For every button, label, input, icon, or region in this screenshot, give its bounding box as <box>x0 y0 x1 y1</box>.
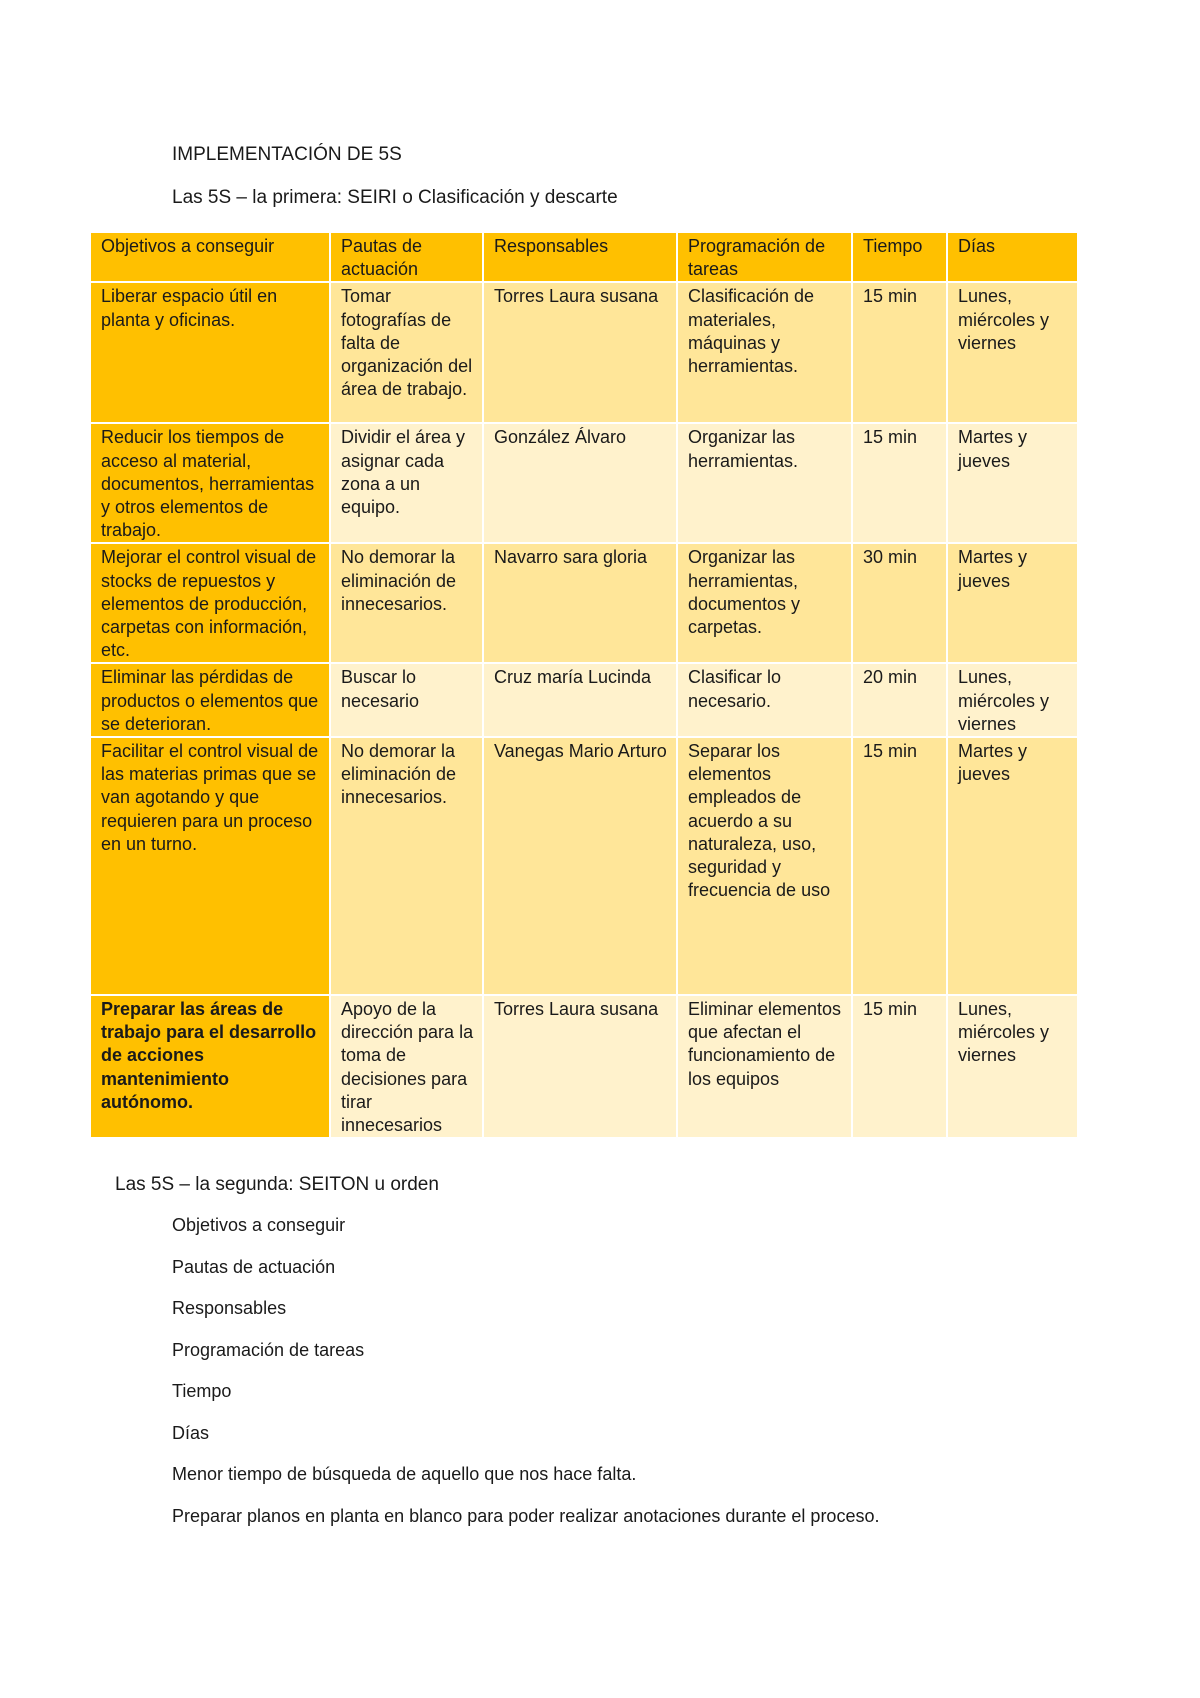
table-cell: Tomar fotografías de falta de organización del área de trabajo. <box>330 282 483 423</box>
table-cell: Organizar las herramientas, documentos y carpetas. <box>677 543 852 663</box>
table-header-row <box>90 232 1078 282</box>
list-item: Preparar planos en planta en blanco para poder realizar anotaciones durante el proceso. <box>172 1505 880 1526</box>
table-cell: No demorar la eliminación de innecesarios. <box>330 737 483 995</box>
table-cell: 20 min <box>852 663 947 737</box>
list-item: Responsables <box>172 1298 287 1318</box>
table-cell: Facilitar el control visual de las materias primas que se van agotando y que requieren para un proceso en un turno. <box>90 737 330 995</box>
table-cell: Cruz maría Lucinda <box>483 663 677 737</box>
header-cell: Tiempo <box>852 232 947 282</box>
table-cell: Reducir los tiempos de acceso al material, documentos, herramientas y otros elementos de trabajo. <box>90 423 330 543</box>
table-cell: Apoyo de la dirección para la toma de decisiones para tirar innecesarios <box>330 995 483 1138</box>
table-row <box>90 995 1078 1138</box>
table-cell: Torres Laura susana <box>483 995 677 1138</box>
table-cell: Vanegas Mario Arturo <box>483 737 677 995</box>
table-cell: Preparar las áreas de trabajo para el desarrollo de acciones mantenimiento autónomo. <box>90 995 330 1138</box>
table-cell: Dividir el área y asignar cada zona a un equipo. <box>330 423 483 543</box>
table-cell: 15 min <box>852 423 947 543</box>
section-2-list <box>172 1215 879 1547</box>
table-cell: Martes y jueves <box>947 423 1078 543</box>
table-cell: Eliminar las pérdidas de productos o elementos que se deterioran. <box>90 663 330 737</box>
table-cell: Lunes, miércoles y viernes <box>947 995 1078 1138</box>
table-row <box>90 663 1078 737</box>
list-item: Tiempo <box>172 1381 232 1401</box>
table-cell: Lunes, miércoles y viernes <box>947 282 1078 423</box>
table-row <box>90 423 1078 543</box>
list-item: Objetivos a conseguir <box>172 1215 346 1235</box>
header-cell: Pautas de actuación <box>330 232 483 282</box>
table-cell: 15 min <box>852 282 947 423</box>
table-cell: No demorar la eliminación de innecesarios. <box>330 543 483 663</box>
table-cell: Navarro sara gloria <box>483 543 677 663</box>
table-row <box>90 282 1078 423</box>
table-cell: Liberar espacio útil en planta y oficinas. <box>90 282 330 423</box>
table-cell: Separar los elementos empleados de acuerdo a su naturaleza, uso, seguridad y frecuencia de uso <box>677 737 852 995</box>
table-cell: Eliminar elementos que afectan el funcionamiento de los equipos <box>677 995 852 1138</box>
table-row <box>90 543 1078 663</box>
header-cell: Días <box>947 232 1078 282</box>
table-cell: Organizar las herramientas. <box>677 423 852 543</box>
list-item: Pautas de actuación <box>172 1256 336 1277</box>
table-cell: Torres Laura susana <box>483 282 677 423</box>
table-cell: Clasificar lo necesario. <box>677 663 852 737</box>
seiri-table <box>89 231 1079 1139</box>
section-1-title: Las 5S – la primera: SEIRI o Clasificación y descarte <box>172 187 618 208</box>
table-cell: Mejorar el control visual de stocks de repuestos y elementos de producción, carpetas con información, etc. <box>90 543 330 663</box>
table-cell: 30 min <box>852 543 947 663</box>
list-item: Programación de tareas <box>172 1339 365 1360</box>
header-cell: Responsables <box>483 232 677 282</box>
header-cell: Programación de tareas <box>677 232 852 282</box>
table-cell: Buscar lo necesario <box>330 663 483 737</box>
section-2-title: Las 5S – la segunda: SEITON u orden <box>115 1174 439 1195</box>
table-row <box>90 737 1078 995</box>
document-title: IMPLEMENTACIÓN DE 5S <box>172 144 402 165</box>
list-item: Menor tiempo de búsqueda de aquello que nos hace falta. <box>172 1464 637 1484</box>
table-cell: Clasificación de materiales, máquinas y herramientas. <box>677 282 852 423</box>
table-cell: Martes y jueves <box>947 737 1078 995</box>
header-cell: Objetivos a conseguir <box>90 232 330 282</box>
table-cell: González Álvaro <box>483 423 677 543</box>
list-item: Días <box>172 1422 210 1443</box>
table-cell: Lunes, miércoles y viernes <box>947 663 1078 737</box>
table-cell: 15 min <box>852 995 947 1138</box>
table-cell: Martes y jueves <box>947 543 1078 663</box>
table-cell: 15 min <box>852 737 947 995</box>
